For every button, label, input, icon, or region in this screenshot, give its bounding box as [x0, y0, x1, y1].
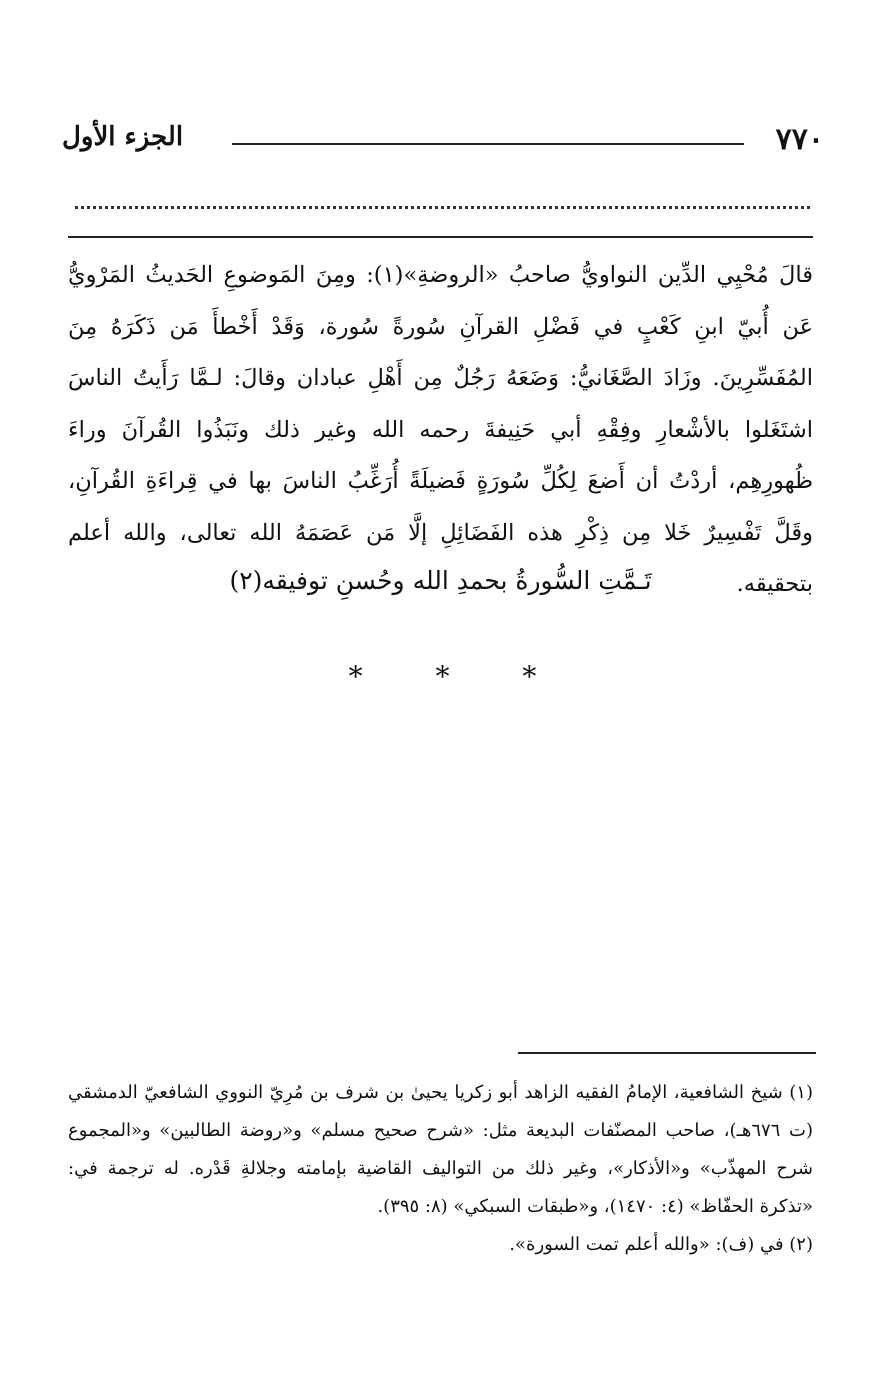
footnote-rule: [518, 1052, 816, 1054]
footnotes: [68, 1074, 813, 1264]
footnote-1: (١) شيخ الشافعية، الإمامُ الفقيه الزاهد أبو زكريا يحيىٰ بن شرف بن مُرِيّ النووي الشافعيّ الدمشقي (ت ٦٧٦هـ)، صاحب المصنّفات البديعة مثل: «شرح صحيح مسلم» و«روضة الطالبين» و«المجموع شرح المهذّب» و«الأذكار»، وغير ذلك من التواليف القاضية بإمامته وجلالةِ قَدْره. له ترجمة في: «تذكرة الحفّاظ» (٤: ١٤٧٠)، و«طبقات السبكي» (٨: ٣٩٥).: [68, 1082, 813, 1217]
star-separator: [0, 660, 885, 693]
footnote-2: (٢) في (ف): «والله أعلم تمت السورة».: [509, 1234, 813, 1255]
top-rule: [68, 236, 813, 238]
dotted-divider: [75, 206, 810, 209]
running-header: [62, 122, 824, 166]
page-number: ٧٧٠: [775, 122, 824, 157]
part-title: الجزء الأول: [62, 122, 184, 152]
separator-star: *: [435, 660, 450, 693]
body-paragraph: قالَ مُحْيِي الدِّين النواويُّ صاحبُ «الروضةِ»(١): ومِنَ المَوضوعِ الحَديثُ المَرْويُّ عَن أُبيّ ابنِ كَعْبٍ في فَضْلِ القرآنِ سُورةً سُورة، وَقَدْ أَخْطأَ مَن ذَكَرَهُ مِنَ المُفَسِّرِينَ. وزَادَ الصَّغَانيُّ: وَضَعَهُ رَجُلٌ مِن أَهْلِ عبادان وقالَ: لـمَّا رَأَيتُ الناسَ اشتَغَلوا بالأشْعارِ وفِقْهِ أبي حَنِيفةَ رحمه الله وغير ذلك ونَبَذُوا القُرآنَ وراءَ ظُهورِهِم، أردْتُ أن أَضعَ لِكُلِّ سُورَةٍ فَضيلَةً أُرَغِّبُ الناسَ بها في قِراءَةِ القُرآنِ، وقَلَّ تَفْسِيرٌ خَلا مِن ذِكْرِ هذه الفَضَائِلِ إلَّا مَن عَصَمَهُ الله تعالى، والله أعلم بتحقيقه.: [68, 262, 813, 597]
header-rule: [232, 143, 744, 145]
closing-line: تَـمَّتِ السُّورةُ بحمدِ الله وحُسنِ توفيقه(٢): [229, 566, 652, 595]
separator-star: *: [348, 660, 363, 693]
separator-star: *: [522, 660, 537, 693]
